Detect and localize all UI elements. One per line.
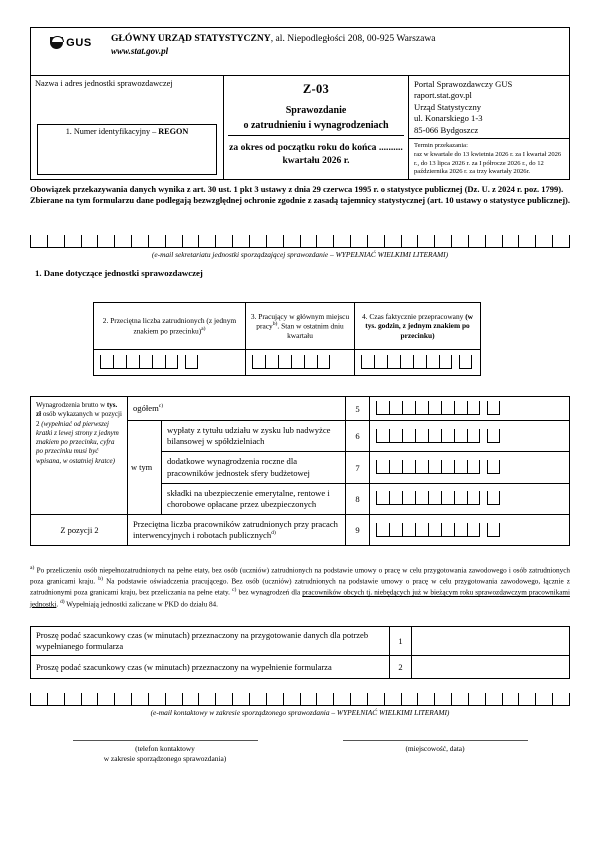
contact-email-caption: (e-mail kontaktowy w zakresie sporządzonego sprawozdania – WYPEŁNIAĆ WIELKIMI LITERAMI) <box>150 708 450 717</box>
comb-cell[interactable] <box>114 235 131 247</box>
table-row <box>162 421 569 452</box>
col-4-label-bold: (w tys. godzin, z jednym znakiem po przecinku) <box>365 311 474 340</box>
comb-cell[interactable] <box>249 693 266 705</box>
deadline-block <box>409 139 569 179</box>
section-1-header-row <box>94 303 480 350</box>
comb-cell[interactable] <box>232 693 249 705</box>
comb-cell[interactable] <box>402 401 415 414</box>
comb-cell[interactable] <box>428 523 441 536</box>
comb-cell[interactable] <box>428 401 441 414</box>
comb-cell[interactable] <box>415 429 428 442</box>
comb-cell[interactable] <box>439 355 452 368</box>
comb-cell[interactable] <box>165 693 182 705</box>
row-7-number: 7 <box>346 452 370 482</box>
row-6-entry[interactable] <box>370 421 569 451</box>
secretariat-email-caption: (e-mail sekretariatu jednostki sporządzającej sprawozdanie – WYPEŁNIAĆ WIELKIMI LITERAMI) <box>151 250 449 259</box>
col-3-entry-cell[interactable] <box>246 350 355 375</box>
legal-line-2: Zbierane na tym formularzu dane podlegają bezwzględnej ochronie zgodnie z zasadą tajemnicy statystycznej (art. 10 ustawy o statystyce publicznej). <box>30 195 570 206</box>
comb-cell[interactable] <box>487 401 500 414</box>
gus-logo <box>50 36 92 49</box>
comb-cell[interactable] <box>81 693 98 705</box>
deadline-title: Termin przekazania: <box>414 142 468 150</box>
table-row <box>31 515 569 545</box>
comb-cell[interactable] <box>374 355 387 368</box>
col-4-header <box>355 303 480 349</box>
comb-cell[interactable] <box>485 693 502 705</box>
comb-cell[interactable] <box>376 401 389 414</box>
comb-cell[interactable] <box>97 693 114 705</box>
comb-cell[interactable] <box>283 235 300 247</box>
row-5-comb[interactable] <box>376 401 500 415</box>
row-5-number: 5 <box>346 397 370 420</box>
comb-cell[interactable] <box>487 523 500 536</box>
comb-cell[interactable] <box>535 693 552 705</box>
row-9-label: Przeciętna liczba pracowników zatrudnionych przy pracach interwencyjnych i robotach publicznych <box>133 519 338 541</box>
comb-cell[interactable] <box>182 693 199 705</box>
comb-cell[interactable] <box>266 693 283 705</box>
footnote-c-underlined: pracowników obcych tj. niebędących już w bieżącym roku sprawozdawczym pracownikami jednostki <box>30 588 570 608</box>
comb-cell[interactable] <box>415 523 428 536</box>
footnote-a-mark: a) <box>30 565 35 571</box>
comb-cell[interactable] <box>376 429 389 442</box>
row-6-main-comb[interactable] <box>376 429 480 443</box>
comb-cell[interactable] <box>441 523 454 536</box>
comb-cell[interactable] <box>182 235 199 247</box>
comb-cell[interactable] <box>402 429 415 442</box>
row-9-comb[interactable] <box>376 523 500 537</box>
comb-cell[interactable] <box>198 693 215 705</box>
comb-cell[interactable] <box>64 235 81 247</box>
gus-logo-cell <box>31 33 111 49</box>
comb-cell[interactable] <box>350 235 367 247</box>
comb-cell[interactable] <box>518 693 535 705</box>
form-subtitle-2: o zatrudnieniu i wynagrodzeniach <box>228 120 404 136</box>
row-8-main-comb[interactable] <box>376 491 480 505</box>
comb-cell[interactable] <box>441 491 454 504</box>
time-row-1-input[interactable] <box>412 627 569 655</box>
comb-cell[interactable] <box>131 693 148 705</box>
portal-info-cell <box>409 76 569 179</box>
row-9-main-comb[interactable] <box>376 523 480 537</box>
header-band <box>31 76 569 179</box>
comb-cell[interactable] <box>266 235 283 247</box>
comb-cell[interactable] <box>97 235 114 247</box>
office-name: GŁÓWNY URZĄD STATYSTYCZNY <box>111 33 271 44</box>
comb-cell[interactable] <box>376 460 389 473</box>
row-7-entry[interactable] <box>370 452 569 482</box>
comb-cell[interactable] <box>384 693 401 705</box>
office-address: , al. Niepodległości 208, 00-925 Warszawa <box>270 33 436 44</box>
comb-cell[interactable] <box>535 235 552 247</box>
comb-cell[interactable] <box>126 355 139 368</box>
comb-cell[interactable] <box>215 693 232 705</box>
secretariat-email-comb[interactable] <box>30 235 570 248</box>
row-8-entry[interactable] <box>370 484 569 514</box>
legal-line-1: Obowiązek przekazywania danych wynika z art. 30 ust. 1 pkt 3 ustawy z dnia 29 czerwca 1995 r. o statystyce publicznej (Dz. U. z 2024 r. poz. 1799). <box>30 184 564 194</box>
comb-cell[interactable] <box>291 355 304 368</box>
table-row <box>162 452 569 483</box>
comb-cell[interactable] <box>165 355 178 368</box>
col-4-entry-cell[interactable] <box>355 350 480 375</box>
from-position-2-label: Z pozycji 2 <box>31 515 128 545</box>
comb-cell[interactable] <box>139 355 152 368</box>
footnote-c-text-1: bez wynagrodzeń dla <box>236 588 303 597</box>
contact-email-field[interactable] <box>30 693 570 717</box>
section-1-table <box>93 302 481 376</box>
comb-cell[interactable] <box>317 355 330 368</box>
footnote-b-text: Na podstawie oświadczenia pracującego. Bez osób (uczniów) zatrudnionych na podstawie umowy o pracę w celu przygotowania zawodowego, łącznie z zatrudnionymi poza granicami kraju, bez przeliczania na pełne etaty. <box>30 577 570 597</box>
col-2-footnote-ref: a) <box>201 325 206 332</box>
comb-cell[interactable] <box>400 355 413 368</box>
comb-cell[interactable] <box>468 693 485 705</box>
office-name-line <box>111 33 561 45</box>
footnote-b-mark: b) <box>98 576 103 583</box>
section-1-entry-row <box>94 350 480 375</box>
comb-cell[interactable] <box>459 355 472 368</box>
comb-cell[interactable] <box>30 235 47 247</box>
comb-cell[interactable] <box>333 235 350 247</box>
place-date-caption: (miejscowość, data) <box>405 744 465 753</box>
gus-emblem-icon <box>50 36 63 49</box>
comb-cell[interactable] <box>454 523 467 536</box>
comb-cell[interactable] <box>454 491 467 504</box>
legal-notice <box>30 184 570 206</box>
wtym-label: w tym <box>128 421 162 514</box>
comb-cell[interactable] <box>441 401 454 414</box>
unit-name-label: Nazwa i adres jednostki sprawozdawczej <box>35 79 173 88</box>
comb-cell[interactable] <box>114 693 131 705</box>
comb-cell[interactable] <box>467 523 480 536</box>
row-6-comb[interactable] <box>376 429 500 443</box>
comb-cell[interactable] <box>441 429 454 442</box>
row-9-footnote-ref: d) <box>271 530 276 537</box>
row-8-decimal-comb[interactable] <box>487 491 500 505</box>
comb-cell[interactable] <box>316 693 333 705</box>
regon-label <box>38 125 216 136</box>
table-row <box>31 656 569 678</box>
comb-cell[interactable] <box>428 491 441 504</box>
office-website: www.stat.gov.pl <box>111 45 169 56</box>
comb-cell[interactable] <box>300 693 317 705</box>
comb-cell[interactable] <box>402 491 415 504</box>
comb-cell[interactable] <box>487 460 500 473</box>
comb-cell[interactable] <box>518 235 535 247</box>
phone-signature-block <box>60 740 270 764</box>
row-5-decimal-comb[interactable] <box>487 401 500 415</box>
wages-label-b1: tys. zł <box>36 401 118 419</box>
comb-cell[interactable] <box>152 355 165 368</box>
regon-label-bold: REGON <box>158 127 189 136</box>
signature-area <box>30 740 570 764</box>
wages-label-i1: (wypełniać od pierwszej kratki z lewej strony z jednym znakiem po przecinku, cyfra po przecinku musi być wpisana, w ostatniej kratce) <box>36 419 119 465</box>
comb-cell[interactable] <box>47 693 64 705</box>
comb-cell[interactable] <box>389 429 402 442</box>
phone-caption-line-2: w zakresie sporządzonego sprawozdania) <box>103 753 227 763</box>
col-3-header <box>246 303 355 349</box>
wtym-rows-stack <box>162 421 569 514</box>
comb-cell[interactable] <box>402 523 415 536</box>
table-row <box>31 627 569 656</box>
comb-cell[interactable] <box>361 355 374 368</box>
comb-cell[interactable] <box>252 355 265 368</box>
time-row-2-input[interactable] <box>412 656 569 678</box>
row-5-footnote-ref: c) <box>158 403 164 410</box>
row-5-description <box>128 397 346 420</box>
comb-cell[interactable] <box>468 235 485 247</box>
comb-cell[interactable] <box>426 355 439 368</box>
col-4-comb[interactable] <box>361 355 472 369</box>
wages-label-p1: Wynagrodzenia brutto w <box>36 401 107 409</box>
comb-cell[interactable] <box>487 429 500 442</box>
comb-cell[interactable] <box>131 235 148 247</box>
comb-cell[interactable] <box>300 235 317 247</box>
form-reporting-period: za okres od początku roku do końca .......... kwartału 2026 r. <box>229 142 403 166</box>
row-6-description: wypłaty z tytułu udziału w zysku lub nadwyżce bilansowej w spółdzielniach <box>162 421 346 451</box>
comb-cell[interactable] <box>467 491 480 504</box>
table-row <box>162 484 569 514</box>
comb-cell[interactable] <box>451 693 468 705</box>
table-row <box>128 397 569 421</box>
row-9-entry[interactable] <box>370 515 569 545</box>
comb-cell[interactable] <box>64 693 81 705</box>
comb-cell[interactable] <box>428 460 441 473</box>
comb-cell[interactable] <box>467 429 480 442</box>
phone-signature-caption <box>60 744 270 764</box>
row-8-number: 8 <box>346 484 370 514</box>
comb-cell[interactable] <box>316 235 333 247</box>
comb-cell[interactable] <box>384 235 401 247</box>
comb-cell[interactable] <box>198 235 215 247</box>
row-7-comb[interactable] <box>376 460 500 474</box>
comb-cell[interactable] <box>367 235 384 247</box>
gus-logo-text: GUS <box>66 36 92 49</box>
col-2-main-comb[interactable] <box>100 355 178 369</box>
comb-cell[interactable] <box>502 235 519 247</box>
portal-line-2: Urząd Statystyczny <box>414 101 482 112</box>
row-7-description: dodatkowe wynagrodzenia roczne dla pracowników jednostek sfery budżetowej <box>162 452 346 482</box>
comb-cell[interactable] <box>552 693 570 705</box>
comb-cell[interactable] <box>417 693 434 705</box>
comb-cell[interactable] <box>487 491 500 504</box>
comb-cell[interactable] <box>81 235 98 247</box>
comb-cell[interactable] <box>367 693 384 705</box>
comb-cell[interactable] <box>30 693 47 705</box>
secretariat-email-field[interactable] <box>30 235 570 259</box>
time-row-1-number: 1 <box>390 627 412 655</box>
col-2-header <box>94 303 246 349</box>
wages-rows-stack <box>128 397 569 514</box>
portal-block <box>409 76 569 139</box>
row-6-number: 6 <box>346 421 370 451</box>
comb-cell[interactable] <box>454 401 467 414</box>
comb-cell[interactable] <box>467 401 480 414</box>
place-date-block <box>330 740 540 764</box>
comb-cell[interactable] <box>434 693 451 705</box>
footnote-d-mark: d) <box>59 598 65 605</box>
wages-group-label <box>31 397 128 514</box>
comb-cell[interactable] <box>165 235 182 247</box>
place-date-line[interactable] <box>343 740 528 741</box>
col-2-comb[interactable] <box>100 355 198 369</box>
comb-cell[interactable] <box>304 355 317 368</box>
time-row-2-description: Proszę podać szacunkowy czas (w minutach) przeznaczony na wypełnienie formularza <box>31 656 390 678</box>
comb-cell[interactable] <box>402 460 415 473</box>
comb-cell[interactable] <box>278 355 291 368</box>
comb-cell[interactable] <box>502 693 519 705</box>
comb-cell[interactable] <box>389 401 402 414</box>
comb-cell[interactable] <box>389 523 402 536</box>
comb-cell[interactable] <box>249 235 266 247</box>
header-box <box>30 27 570 180</box>
form-code: Z-03 <box>302 82 330 96</box>
comb-cell[interactable] <box>451 235 468 247</box>
comb-cell[interactable] <box>434 235 451 247</box>
row-5-entry[interactable] <box>370 397 569 420</box>
row-9-decimal-comb[interactable] <box>487 523 500 537</box>
comb-cell[interactable] <box>401 693 418 705</box>
comb-cell[interactable] <box>417 235 434 247</box>
col-3-main-comb[interactable] <box>252 355 330 369</box>
regon-field[interactable] <box>37 124 217 175</box>
portal-line-4: 85-066 Bydgoszcz <box>414 124 479 135</box>
col-2-decimal-comb[interactable] <box>185 355 198 369</box>
gus-header-row <box>31 28 569 76</box>
phone-caption-line-1: (telefon kontaktowy <box>135 744 195 753</box>
portal-line-1[interactable]: raport.stat.gov.pl <box>414 90 472 101</box>
footnote-a-text: Po przeliczeniu osób niepełnozatrudnionych na pełne etaty, bez osób (uczniów) zatrudnionych na podstawie umowy o pracę w celu przygotowania zawodowego i osób zatrudnionych poza granicami kraju. <box>30 566 570 586</box>
col-3-label-part2: . Stan w ostatnim dniu kwartału <box>277 321 344 340</box>
portal-line-3: ul. Konarskiego 1-3 <box>414 113 483 124</box>
comb-cell[interactable] <box>415 401 428 414</box>
footnote-d-text: Wypełniają jednostki zaliczane w PKD do działu 84. <box>64 599 218 608</box>
comb-cell[interactable] <box>389 491 402 504</box>
wages-wtym-block <box>128 421 569 514</box>
comb-cell[interactable] <box>47 235 64 247</box>
comb-cell[interactable] <box>283 693 300 705</box>
comb-cell[interactable] <box>333 693 350 705</box>
form-subtitle-1: Sprawozdanie <box>285 105 347 116</box>
wages-table <box>30 396 570 546</box>
col-2-label: 2. Przeciętna liczba zatrudnionych (z jednym znakiem po przecinku) <box>102 316 237 336</box>
comb-cell[interactable] <box>454 429 467 442</box>
comb-cell[interactable] <box>415 460 428 473</box>
comb-cell[interactable] <box>441 460 454 473</box>
col-2-entry-cell[interactable] <box>94 350 246 375</box>
footnote-c-mark: c) <box>232 587 237 594</box>
comb-cell[interactable] <box>454 460 467 473</box>
comb-cell[interactable] <box>376 523 389 536</box>
regon-label-number: 1. Numer identyfikacyjny – <box>65 127 159 136</box>
time-row-1-description: Proszę podać szacunkowy czas (w minutach) przeznaczony na przygotowanie danych dla potrzeb wypełnianego formularza <box>31 627 390 655</box>
comb-cell[interactable] <box>232 235 249 247</box>
row-9-number: 9 <box>346 515 370 545</box>
unit-identification-cell <box>31 76 224 179</box>
portal-line-0: Portal Sprawozdawczy GUS <box>414 79 513 89</box>
comb-cell[interactable] <box>401 235 418 247</box>
time-estimate-table <box>30 626 570 679</box>
deadline-text: raz w kwartale do 13 kwietnia 2026 r. za I kwartał 2026 r., do 13 lipca 2026 r. za I półrocze 2026 r., do 12 października 2026 r. za trzy kwartały 2026r. <box>414 150 562 176</box>
row-5-label: ogółem <box>133 402 159 413</box>
comb-cell[interactable] <box>387 355 400 368</box>
row-5-main-comb[interactable] <box>376 401 480 415</box>
contact-email-comb[interactable] <box>30 693 570 706</box>
comb-cell[interactable] <box>148 693 165 705</box>
wages-label-p2: osób wykazanych w pozycji 2 <box>36 410 122 428</box>
comb-cell[interactable] <box>428 429 441 442</box>
row-6-decimal-comb[interactable] <box>487 429 500 443</box>
col-4-decimal-comb[interactable] <box>459 355 472 369</box>
comb-cell[interactable] <box>265 355 278 368</box>
col-4-main-comb[interactable] <box>361 355 452 369</box>
row-7-decimal-comb[interactable] <box>487 460 500 474</box>
form-title-cell <box>224 76 409 179</box>
comb-cell[interactable] <box>552 235 570 247</box>
comb-cell[interactable] <box>389 460 402 473</box>
row-7-main-comb[interactable] <box>376 460 480 474</box>
row-9-description <box>128 515 346 545</box>
section-1-title: 1. Dane dotyczące jednostki sprawozdawczej <box>35 268 203 278</box>
comb-cell[interactable] <box>413 355 426 368</box>
phone-signature-line[interactable] <box>73 740 258 741</box>
row-8-description: składki na ubezpieczenie emerytalne, rentowe i chorobowe opłacane przez ubezpieczonych <box>162 484 346 514</box>
time-row-2-number: 2 <box>390 656 412 678</box>
comb-cell[interactable] <box>113 355 126 368</box>
col-3-label-part1: 3. Pracujący w głównym miejscu pracy <box>250 311 350 331</box>
col-3-comb[interactable] <box>252 355 330 369</box>
comb-cell[interactable] <box>415 491 428 504</box>
comb-cell[interactable] <box>485 235 502 247</box>
gus-title-block <box>111 33 569 56</box>
comb-cell[interactable] <box>215 235 232 247</box>
wages-main-block <box>31 397 569 515</box>
col-3-footnote-ref: b) <box>272 321 278 328</box>
footnote-c-text-2: . <box>56 599 60 608</box>
comb-cell[interactable] <box>185 355 198 368</box>
row-8-comb[interactable] <box>376 491 500 505</box>
comb-cell[interactable] <box>100 355 113 368</box>
comb-cell[interactable] <box>376 491 389 504</box>
footnotes <box>30 565 570 610</box>
comb-cell[interactable] <box>467 460 480 473</box>
comb-cell[interactable] <box>148 235 165 247</box>
col-4-label-normal: 4. Czas faktycznie przepracowany <box>361 311 466 321</box>
comb-cell[interactable] <box>350 693 367 705</box>
